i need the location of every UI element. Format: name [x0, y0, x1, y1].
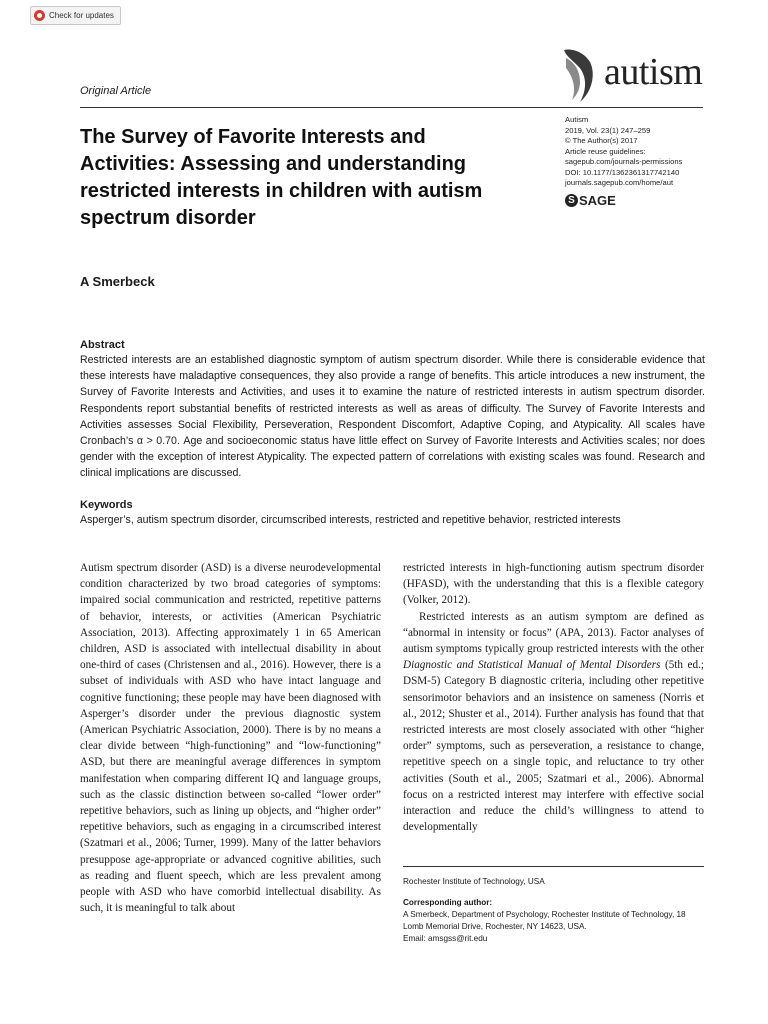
meta-journal-link[interactable]: journals.sagepub.com/home/aut: [565, 178, 674, 187]
meta-reuse-label: Article reuse guidelines:: [565, 146, 646, 156]
affiliation: Rochester Institute of Technology, USA: [403, 877, 545, 886]
author-name: A Smerbeck: [80, 274, 155, 289]
journal-logo: autism: [604, 51, 703, 93]
footnote-divider: [403, 866, 704, 867]
publisher-name: SAGE: [579, 193, 616, 208]
abstract-heading: Abstract: [80, 339, 125, 351]
body-paragraph: [403, 609, 704, 836]
meta-copyright: © The Author(s) 2017: [565, 136, 638, 145]
check-for-updates-button[interactable]: [30, 6, 121, 25]
meta-doi[interactable]: DOI: 10.1177/1362361317742140: [565, 167, 680, 177]
body-column-left: [80, 560, 381, 916]
corresponding-heading: Corresponding author:: [403, 898, 493, 907]
body-paragraph: restricted interests in high-functioning autism spectrum disorder (HFASD), with the understanding that this is a flexible category (Volker, 2012).: [403, 562, 704, 607]
keywords-heading: Keywords: [80, 499, 133, 511]
body-text-italic: Diagnostic and Statistical Manual of Mental Disorders: [403, 659, 661, 672]
abstract-text: Restricted interests are an established diagnostic symptom of autism spectrum disorder. While there is considerable evidence that these interests have maladaptive consequences, they also provide a range of benefits. This article introduces a new instrument, the Survey of Favorite Interests and Activities, and uses it to examine the nature of restricted interests in autism spectrum disorder. Respondents report substantial benefits of restricted interests as well as areas of difficulty. The Survey of Favorite Interests and Activities assesses Social Flexibility, Perseveration, Respondent Discomfort, Adaptive Coping, and Atypicality. All scales have Cronbach’s α > 0.70. Age and socioeconomic status have little effect on Survey of Favorite Interests and Activities scales; nor does gender with the exception of interest Atypicality. The expected pattern of correlations with existing scales was found. Research and clinical implications are discussed.: [80, 354, 705, 480]
meta-volume: 2019, Vol. 23(1) 247–259: [565, 125, 651, 135]
publisher-logo: [565, 193, 616, 208]
body-text: (5th ed.; DSM-5) Category B diagnostic criteria, including other repetitive sensorimotor behaviors and an insistence on sameness (Norris et al., 2012; Shuster et al., 2014). Further analysis has found that that restricted interests are most closely associated with other “higher order” symptoms, such as perseveration, a resistance to change, repetitive speech on a single topic, and reluctance to try other activities (South et al., 2005; Szatmari et al., 2006). Abnormal focus on a restricted interest may interfere with effective social interaction and reduce the child’s willingness to attend to developmentally: [403, 659, 704, 834]
check-for-updates-label: Check for updates: [49, 11, 114, 20]
article-title: The Survey of Favorite Interests and Activities: Assessing and understanding restricted interests in children with autism spectrum disorder: [80, 126, 483, 229]
corresponding-email[interactable]: Email: amsgss@rit.edu: [403, 934, 488, 943]
header-divider: [80, 107, 703, 108]
journal-meta: [565, 115, 682, 189]
body-paragraph: Autism spectrum disorder (ASD) is a diverse neurodevelopmental condition characterized by two broad categories of symptoms: impaired social communication and restricted, repetitive patterns of behavior, interests, or activities (American Psychiatric Association, 2013). Affecting approximately 1 in 65 American children, ASD is associated with intellectual disability in about one-third of cases (Christensen and al., 2016). However, there is a subset of individuals with ASD who have intact language and cognitive functioning; these people may have been diagnosed with Asperger’s disorder under the previous diagnostic system (American Psychiatric Association, 2000). There is by no means a clear divide between “high-functioning” and “low-functioning” ASD, but there are meaningful average differences in symptom manifestation when comparing different IQ and language groups, such as the classic distinction between so-called “lower order” repetitive behaviors, such as lining up objects, and “higher order” repetitive behaviors, such as engaging in a circumscribed interest (Szatmari et al., 2006; Turner, 1999). Many of the latter behaviors presuppose age-appropriate or advanced cognitive abilities, such as reading and fluent speech, which are less prevalent among people with ASD who have comorbid intellectual disability. As such, it is meaningful to talk about: [80, 562, 381, 915]
article-type-label: Original Article: [80, 85, 152, 97]
body-column-right: [403, 560, 704, 835]
corresponding-text: A Smerbeck, Department of Psychology, Rochester Institute of Technology, 18 Lomb Memorial Drive, Rochester, NY 14623, USA.: [403, 910, 686, 931]
abstract-section: [80, 339, 705, 482]
keywords-section: [80, 499, 705, 528]
body-text: Restricted interests as an autism symptom are defined as “abnormal in intensity or focus” (APA, 2013). Factor analyses of autism symptoms typically group restricted interests with the other: [403, 610, 704, 656]
crossmark-icon: [34, 10, 45, 21]
footnote: [403, 876, 704, 945]
sage-s-icon: S: [565, 194, 578, 207]
meta-journal: Autism: [565, 115, 589, 124]
keywords-text: Asperger’s, autism spectrum disorder, circumscribed interests, restricted and repetitive behavior, restricted interests: [80, 514, 621, 526]
meta-permissions-link[interactable]: sagepub.com/journals-permissions: [565, 157, 683, 166]
